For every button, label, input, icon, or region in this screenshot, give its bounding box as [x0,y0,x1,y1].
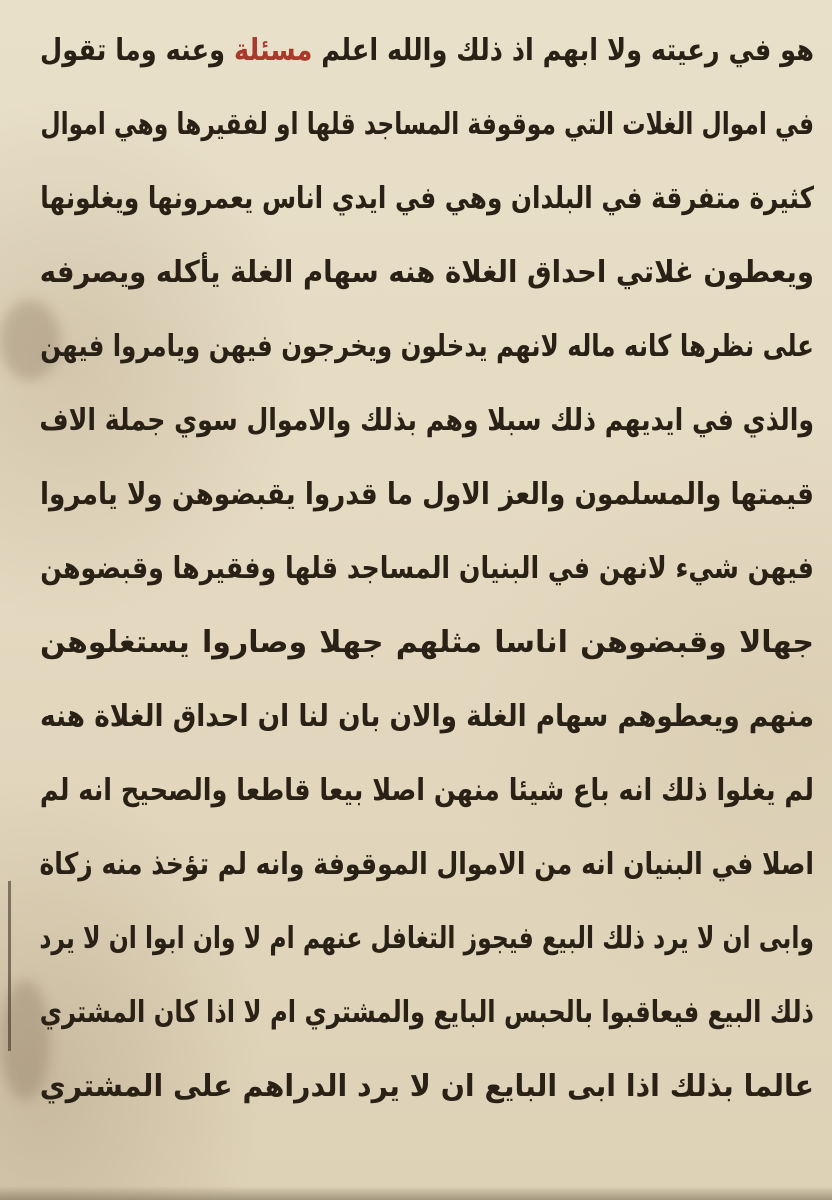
line-1-text: هو في رعيته ولا ابهم اذ ذلك والله اعلم [321,33,814,68]
line-10-text: منهم ويعطوهم سهام الغلة والان بان لنا ان احداق الغلاة هنه [40,699,815,734]
rubric-heading: مسئلة [233,33,313,68]
text-line-15 [39,1050,814,1124]
text-line-8 [40,532,814,606]
line-14-text: ذلك البيع فيعاقبوا بالحبس البايع والمشتري ام لا اذا كان المشتري [39,995,815,1030]
text-line-5 [40,310,815,384]
line-5-text: على نظرها كانه ماله لانهم يدخلون ويخرجون فيهن ويامروا فيهن [40,329,815,364]
page-edge [0,1186,832,1200]
text-line-9 [40,606,814,680]
line-7-text: قيمتها والمسلمون والعز الاول ما قدروا يقبضوهن ولا يامروا [40,477,815,512]
text-line-3 [40,162,815,236]
margin-mark [8,879,29,1051]
text-line-4 [39,236,815,310]
line-15-text: عالما بذلك اذا ابى البايع ان لا يرد الدراهم على المشتري [39,1069,814,1104]
text-block [40,8,814,1140]
line-9-text: جهالا وقبضوهن اناسا مثلهم جهلا وصاروا يستغلوهن [40,625,814,660]
line-1-rest: وعنه وما تقول [40,33,226,68]
text-line-13 [39,902,814,976]
text-line-1 [40,14,814,88]
text-line-10 [40,680,815,754]
line-13-text: وابى ان لا يرد ذلك البيع فيجوز التغافل عنهم ام لا وان ابوا ان لا يرد [39,921,814,956]
line-2-text: في اموال الغلات التي موقوفة المساجد قلها او لفقيرها وهي اموال [40,107,814,142]
line-12-text: اصلا في البنيان انه من الاموال الموقوفة وانه لم تؤخذ منه زكاة [39,847,815,882]
line-8-text: فيهن شيء لانهن في البنيان المساجد قلها وفقيرها وقبضوهن [40,551,814,586]
line-3-text: كثيرة متفرقة في البلدان وهي في ايدي اناس يعمرونها ويغلونها [40,181,815,216]
text-line-6 [39,384,814,458]
text-line-7 [40,458,815,532]
line-11-text: لم يغلوا ذلك انه باع شيئا منهن اصلا بيعا قاطعا والصحيح انه لم [39,773,814,808]
line-6-text: والذي في ايديهم ذلك سبلا وهم بذلك والاموال سوي جملة الاف [39,403,814,438]
text-line-2 [40,88,814,162]
text-line-14 [39,976,815,1050]
line-4-text: ويعطون غلاتي احداق الغلاة هنه سهام الغلة يأكله ويصرفه [39,255,815,290]
text-line-11 [39,754,814,828]
text-line-12 [39,828,815,902]
